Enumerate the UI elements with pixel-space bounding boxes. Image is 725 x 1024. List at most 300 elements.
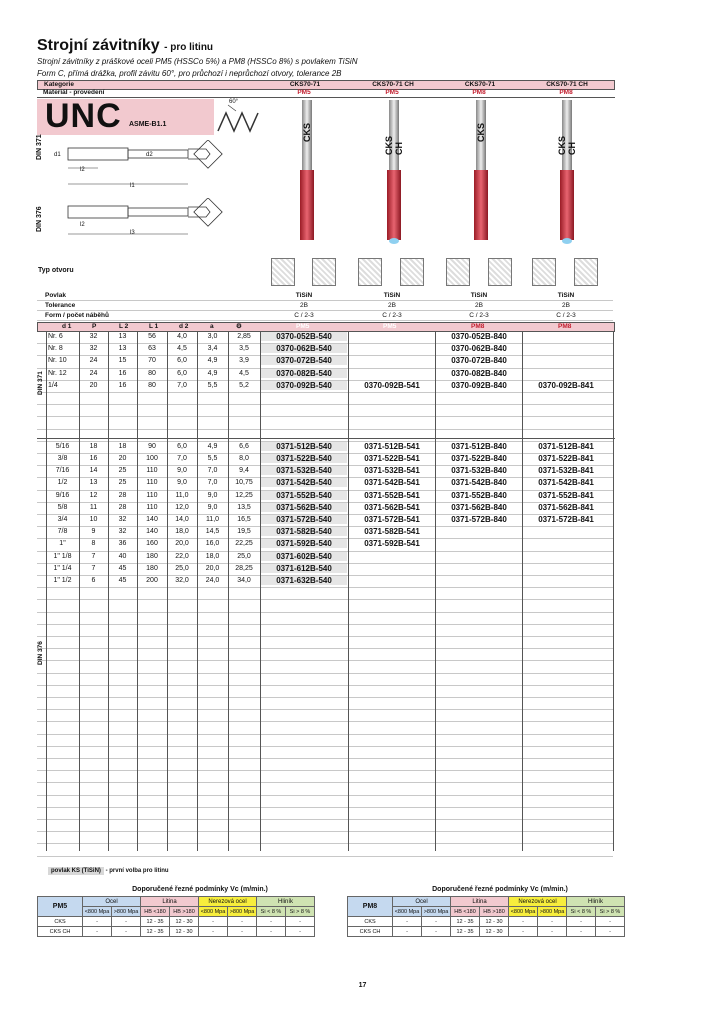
table-cell: 11,0: [175, 491, 189, 499]
part-number: 0370-082B-540: [261, 369, 347, 378]
material-subgroup: <800 Mpa: [83, 907, 112, 917]
din371-drawing: [48, 140, 258, 192]
table-cell: 1": [59, 540, 66, 548]
table-cell: 5/8: [57, 503, 68, 511]
vc-value: -: [199, 917, 228, 927]
table-cell: 24: [89, 369, 98, 377]
part-number: 0371-572B-841: [538, 515, 594, 524]
row-line: [37, 416, 613, 417]
table-cell: 70: [148, 357, 156, 365]
column-line: [435, 331, 436, 851]
table-cell: 10,75: [235, 479, 253, 487]
table-cell: 7/8: [57, 528, 68, 536]
table-cell: 20,0: [205, 564, 220, 572]
table-cell: 32: [118, 516, 127, 523]
column-line: [228, 331, 229, 851]
table-cell: 18: [118, 442, 127, 450]
material-subgroup: Si < 8 %: [567, 907, 596, 917]
vc-value: -: [286, 917, 315, 927]
kategorie-row: Kategorie CKS70-71 CKS70-71 CH CKS70-71 CKS70-71 CH: [37, 80, 615, 90]
table-cell: 4,9: [207, 442, 218, 450]
material-subgroup: >800 Mpa: [228, 907, 257, 917]
table-cell: 12: [89, 491, 98, 499]
part-number: 0371-522B-540: [261, 454, 347, 463]
vc-value: -: [257, 927, 286, 937]
spec-value: 2B: [300, 302, 308, 309]
table-cell: 32,0: [175, 577, 189, 584]
table-cell: 16: [89, 455, 98, 462]
spec-value: TiSiN: [557, 292, 575, 299]
material-subgroup: <800 Mpa: [199, 907, 228, 917]
row-line: [37, 856, 613, 857]
table-cell: 45: [118, 577, 127, 584]
row-line: [37, 819, 613, 820]
vc-value: 12 - 30: [480, 927, 509, 937]
part-number: 0370-062B-840: [451, 344, 507, 354]
material-subgroup: Si > 8 %: [596, 907, 625, 917]
hole-type-icon: [446, 258, 470, 286]
part-number: 0371-562B-841: [538, 502, 594, 512]
table-cell: 8,0: [239, 455, 249, 462]
table-cell: 7,0: [207, 479, 218, 487]
part-number: 0371-572B-540: [261, 515, 347, 524]
table-cell: 4,5: [239, 369, 249, 377]
part-number: 0370-052B-840: [451, 332, 507, 341]
material-group: Nerezová ocel: [199, 897, 257, 907]
row-line: [37, 807, 613, 808]
row-line: [37, 429, 613, 430]
material-row: Materiál - provedení PM5 PM5 PM8 PM8: [37, 89, 615, 98]
table-cell: 80: [148, 369, 156, 377]
part-number: 0371-542B-840: [451, 478, 507, 488]
page-number: 17: [358, 982, 367, 989]
vc-value: -: [567, 927, 596, 937]
table-cell: 14,5: [205, 528, 220, 536]
table-cell: 11: [89, 503, 98, 511]
part-number: 0371-572B-541: [364, 515, 420, 524]
spec-value: 2B: [388, 302, 396, 309]
row-line: [37, 685, 613, 686]
vc-value: -: [567, 917, 596, 927]
table-cell: 5,2: [239, 381, 249, 389]
table-cell: 6,0: [177, 369, 187, 377]
typ-otvoru-label: Typ otvoru: [38, 267, 74, 274]
block-separator: [37, 438, 615, 439]
part-number: 0370-092B-840: [451, 380, 507, 390]
table-cell: Nr. 8: [48, 345, 63, 353]
table-cell: 80: [148, 381, 156, 389]
tool-image-cks-pm8: CKS: [472, 100, 490, 240]
table-cell: 140: [146, 528, 158, 536]
hole-type-icon: [532, 258, 556, 286]
vc-value: -: [112, 917, 141, 927]
part-number: 0371-532B-841: [538, 466, 594, 476]
part-number: 0371-562B-540: [261, 503, 347, 512]
row-line: [37, 709, 613, 710]
table-cell: 56: [148, 333, 156, 340]
material-subgroup: HB <180: [451, 907, 480, 917]
row-line: [37, 673, 613, 674]
vc-value: 12 - 35: [141, 917, 170, 927]
table-cell: 13: [89, 479, 98, 487]
hole-type-icon: [574, 258, 598, 286]
part-number: 0371-542B-541: [364, 478, 420, 488]
table-cell: 18,0: [175, 528, 189, 536]
material-group: Nerezová ocel: [509, 897, 567, 907]
table-cell: 15: [118, 357, 127, 365]
table-cell: 3,4: [207, 345, 218, 353]
table-cell: 9,0: [207, 491, 218, 499]
material-label: PM5: [38, 897, 83, 917]
din371-label: DIN 371: [36, 134, 43, 160]
hole-type-icon: [271, 258, 295, 286]
part-number: 0371-512B-541: [364, 441, 420, 451]
table-cell: 25,0: [237, 552, 251, 560]
table-cell: 20: [89, 381, 98, 389]
part-number: 0371-532B-540: [261, 466, 347, 475]
table-cell: 22,0: [175, 552, 189, 560]
cutting-title-right: Doporučené řezné podmínky Vc (m/min.): [432, 886, 568, 893]
table-cell: 160: [146, 540, 158, 548]
part-number: 0370-092B-541: [364, 380, 420, 390]
part-number: 0371-592B-540: [261, 539, 347, 548]
part-number: 0371-562B-541: [364, 502, 420, 512]
material-group: Hliník: [567, 897, 625, 907]
tap-icon: ⚙: [236, 323, 242, 330]
table-cell: 5,5: [207, 381, 218, 389]
dim-l3: l3: [130, 230, 135, 236]
row-line: [37, 721, 613, 722]
table-cell: 14: [89, 467, 98, 475]
part-number: 0371-512B-540: [261, 442, 347, 451]
table-cell: 12,0: [175, 503, 189, 511]
tool-image-cksch-pm8: CKS CH: [558, 100, 576, 245]
table-cell: 7,0: [177, 455, 187, 462]
part-number: 0371-542B-540: [261, 478, 347, 487]
cutting-title-left: Doporučené řezné podmínky Vc (m/min.): [132, 886, 268, 893]
table-cell: 9,0: [207, 503, 218, 511]
vc-value: -: [286, 927, 315, 937]
vc-value: -: [393, 927, 422, 937]
table-cell: 100: [146, 455, 158, 462]
vc-value: -: [83, 927, 112, 937]
part-number: 0371-572B-840: [451, 515, 507, 524]
row-line: [37, 612, 613, 613]
table-cell: Nr. 12: [48, 369, 67, 377]
hole-type-icon: [488, 258, 512, 286]
table-cell: 25: [118, 479, 127, 487]
part-number: 0370-072B-840: [451, 356, 507, 366]
material-group: Ocel: [83, 897, 141, 907]
column-line: [522, 331, 523, 851]
table-cell: 1" 1/2: [53, 577, 72, 584]
vc-value: -: [509, 927, 538, 937]
row-line: [37, 404, 613, 405]
table-cell: 200: [146, 577, 158, 584]
row-line: [37, 660, 613, 661]
table-cell: 1" 1/8: [53, 552, 72, 560]
vc-value: -: [596, 917, 625, 927]
table-cell: 7/16: [55, 467, 70, 475]
table-cell: 5,5: [207, 455, 218, 462]
material-subgroup: <800 Mpa: [509, 907, 538, 917]
table-cell: 8: [91, 540, 96, 548]
vc-value: -: [83, 917, 112, 927]
tool-name: CKS CH: [38, 927, 83, 937]
part-number: 0371-552B-840: [451, 490, 507, 500]
spec-value: TiSiN: [383, 292, 401, 299]
table-cell: 22,25: [235, 540, 253, 548]
hole-type-icon: [358, 258, 382, 286]
spec-value: C / 2-3: [294, 312, 314, 319]
material-subgroup: HB >180: [480, 907, 509, 917]
material-subgroup: >800 Mpa: [112, 907, 141, 917]
tool-name: CKS: [38, 917, 83, 927]
part-number: 0371-532B-541: [364, 466, 420, 476]
table-cell: 110: [146, 467, 158, 475]
table-cell: 3,9: [239, 357, 249, 365]
table-cell: 28: [118, 491, 127, 499]
table-cell: 32: [89, 345, 98, 353]
table-cell: 1/2: [57, 479, 68, 487]
spec-value: C / 2-3: [382, 312, 402, 319]
vc-value: 12 - 35: [451, 917, 480, 927]
spec-line: [37, 310, 613, 311]
table-cell: 11,0: [205, 516, 220, 523]
row-line: [37, 697, 613, 698]
part-number: 0371-602B-540: [261, 552, 347, 561]
din376-side-label: DIN 376: [37, 641, 44, 665]
vc-value: -: [228, 917, 257, 927]
table-cell: 1/4: [48, 381, 58, 389]
part-number: 0371-552B-841: [538, 490, 594, 500]
dim-l1: l1: [130, 183, 135, 189]
row-line: [37, 831, 613, 832]
table-cell: 32: [89, 333, 98, 340]
cutting-table-right: [347, 896, 625, 937]
intro: [37, 56, 357, 80]
part-number: 0371-532B-840: [451, 466, 507, 476]
vc-value: 12 - 30: [170, 917, 199, 927]
row-line: [37, 746, 613, 747]
material-subgroup: Si > 8 %: [286, 907, 315, 917]
table-cell: 4,0: [177, 333, 187, 340]
table-cell: Nr. 6: [48, 333, 63, 340]
din376-label: DIN 376: [36, 206, 43, 232]
spec-value: TiSiN: [470, 292, 488, 299]
column-line: [613, 331, 614, 851]
table-cell: 5/16: [55, 442, 70, 450]
table-cell: 9,0: [177, 479, 187, 487]
angle-label: 60°: [229, 99, 239, 105]
spec-value: C / 2-3: [469, 312, 489, 319]
vc-value: -: [393, 917, 422, 927]
table-cell: 14,0: [175, 516, 189, 523]
table-cell: 45: [118, 564, 127, 572]
vc-value: -: [228, 927, 257, 937]
row-line: [37, 636, 613, 637]
table-cell: 16,5: [237, 516, 251, 523]
dim-d2: d2: [146, 152, 153, 158]
table-cell: 90: [148, 442, 156, 450]
part-number: 0371-612B-540: [261, 564, 347, 573]
vc-value: -: [112, 927, 141, 937]
material-subgroup: HB <180: [141, 907, 170, 917]
part-number: 0370-062B-540: [261, 344, 347, 353]
vc-value: -: [509, 917, 538, 927]
table-cell: 32: [118, 528, 127, 536]
table-cell: 16,0: [205, 540, 220, 548]
vc-value: -: [422, 917, 451, 927]
table-cell: 1" 1/4: [53, 564, 72, 572]
table-cell: 20,0: [175, 540, 189, 548]
table-cell: 6,0: [177, 357, 187, 365]
table-cell: 4,9: [207, 357, 218, 365]
column-line: [167, 331, 168, 851]
column-line: [197, 331, 198, 851]
intro-line: Form C, přímá drážka, profil závitu 60°, pro průchozí i neprůchozí otvory, tolerance 2B: [37, 69, 342, 78]
part-number: 0371-552B-541: [364, 490, 420, 500]
table-cell: 3/8: [57, 455, 68, 462]
table-cell: 63: [148, 345, 156, 353]
column-line: [108, 331, 109, 851]
material-group: Litina: [451, 897, 509, 907]
table-cell: 140: [146, 516, 158, 523]
table-cell: 110: [146, 491, 158, 499]
row-line: [37, 599, 613, 600]
material-subgroup: <800 Mpa: [393, 907, 422, 917]
table-cell: 16: [118, 369, 127, 377]
part-number: 0370-072B-540: [261, 356, 347, 365]
tool-name: CKS: [348, 917, 393, 927]
column-line: [260, 331, 261, 851]
part-number: 0371-582B-540: [261, 527, 347, 536]
coating-note: povlak KS (TiSiN) - první volba pro litinu: [48, 868, 169, 874]
row-line: [37, 624, 613, 625]
column-line: [46, 331, 47, 851]
table-cell: 24: [89, 357, 98, 365]
table-cell: 28: [118, 503, 127, 511]
tool-image-cksch-pm5: CKS CH: [385, 100, 403, 245]
table-cell: 4,9: [207, 369, 218, 377]
cutting-table-left: [37, 896, 315, 937]
row-line: [37, 648, 613, 649]
page-title: Strojní závitníky - pro litinu: [37, 37, 214, 54]
table-header: d 1 P L 2 L 1 d 2 a ⚙ PM5 PM5 PM8 PM8: [37, 322, 615, 332]
table-cell: 19,5: [237, 528, 251, 536]
tool-name: CKS CH: [348, 927, 393, 937]
table-cell: 9,0: [177, 467, 187, 475]
vc-value: -: [596, 927, 625, 937]
table-cell: 3,0: [207, 333, 218, 340]
table-cell: 7,0: [207, 467, 218, 475]
table-cell: 7: [91, 564, 96, 572]
row-line: [37, 392, 613, 393]
table-cell: 13,5: [237, 503, 251, 511]
din371-side-label: DIN 371: [37, 371, 44, 395]
row-line: [37, 587, 613, 588]
column-line: [348, 331, 349, 851]
table-cell: 110: [146, 479, 158, 487]
table-cell: 9/16: [55, 491, 70, 499]
table-cell: 2,85: [237, 333, 251, 340]
part-number: 0371-582B-541: [364, 527, 420, 537]
table-cell: 12,25: [235, 491, 253, 499]
dim-l2: l2: [80, 222, 85, 228]
table-cell: 6: [91, 577, 96, 584]
vc-value: -: [257, 917, 286, 927]
table-cell: 3/4: [57, 516, 68, 523]
row-line: [37, 795, 613, 796]
part-number: 0370-092B-540: [261, 381, 347, 390]
part-number: 0371-522B-840: [451, 454, 507, 463]
part-number: 0370-082B-840: [451, 368, 507, 378]
material-subgroup: >800 Mpa: [538, 907, 567, 917]
vc-value: 12 - 30: [480, 917, 509, 927]
spec-value: 2B: [562, 302, 570, 309]
table-cell: 3,5: [239, 345, 249, 353]
table-cell: 6,6: [239, 442, 249, 450]
table-cell: 9,4: [239, 467, 249, 475]
dim-d1: d1: [54, 152, 61, 158]
intro-line: Strojní závitníky z práškové oceli PM5 (HSSCo 5%) a PM8 (HSSCo 8%) s povlakem TiSiN: [37, 57, 358, 66]
table-cell: 4,5: [177, 345, 187, 353]
table-cell: 18: [89, 442, 98, 450]
vc-value: 12 - 35: [141, 927, 170, 937]
tool-image-cks-pm5: CKS: [298, 100, 316, 240]
table-cell: 28,25: [235, 564, 253, 572]
table-cell: 7: [91, 552, 96, 560]
table-cell: 10: [89, 516, 98, 523]
material-label: PM8: [348, 897, 393, 917]
vc-value: -: [199, 927, 228, 937]
part-number: 0371-632B-540: [261, 576, 347, 585]
table-cell: 18,0: [205, 552, 220, 560]
spec-value: TiSiN: [295, 292, 313, 299]
material-group: Ocel: [393, 897, 451, 907]
part-number: 0371-512B-840: [451, 441, 507, 451]
table-cell: 9: [91, 528, 96, 536]
material-subgroup: Si < 8 %: [257, 907, 286, 917]
part-number: 0371-562B-840: [451, 502, 507, 512]
table-cell: 24,0: [205, 577, 220, 584]
table-cell: 13: [118, 333, 127, 340]
row-line: [37, 758, 613, 759]
spec-line: [37, 320, 613, 321]
table-cell: 180: [146, 564, 158, 572]
table-cell: 20: [118, 455, 127, 462]
part-number: 0370-092B-841: [538, 380, 594, 390]
column-line: [79, 331, 80, 851]
hole-type-icon: [312, 258, 336, 286]
spec-line: [37, 300, 613, 301]
hole-type-icon: [400, 258, 424, 286]
table-cell: 34,0: [237, 577, 251, 584]
part-number: 0371-522B-841: [538, 454, 594, 463]
material-group: Hliník: [257, 897, 315, 907]
table-cell: 36: [118, 540, 127, 548]
material-subgroup: >800 Mpa: [422, 907, 451, 917]
vc-value: -: [422, 927, 451, 937]
unc-banner: UNC ASME-B1.1: [37, 99, 214, 135]
spec-value: 2B: [475, 302, 483, 309]
row-line: [37, 782, 613, 783]
part-number: 0371-592B-541: [364, 539, 420, 549]
table-cell: 6,0: [177, 442, 187, 450]
row-line: [37, 770, 613, 771]
row-line: [37, 734, 613, 735]
table-cell: 13: [118, 345, 127, 353]
